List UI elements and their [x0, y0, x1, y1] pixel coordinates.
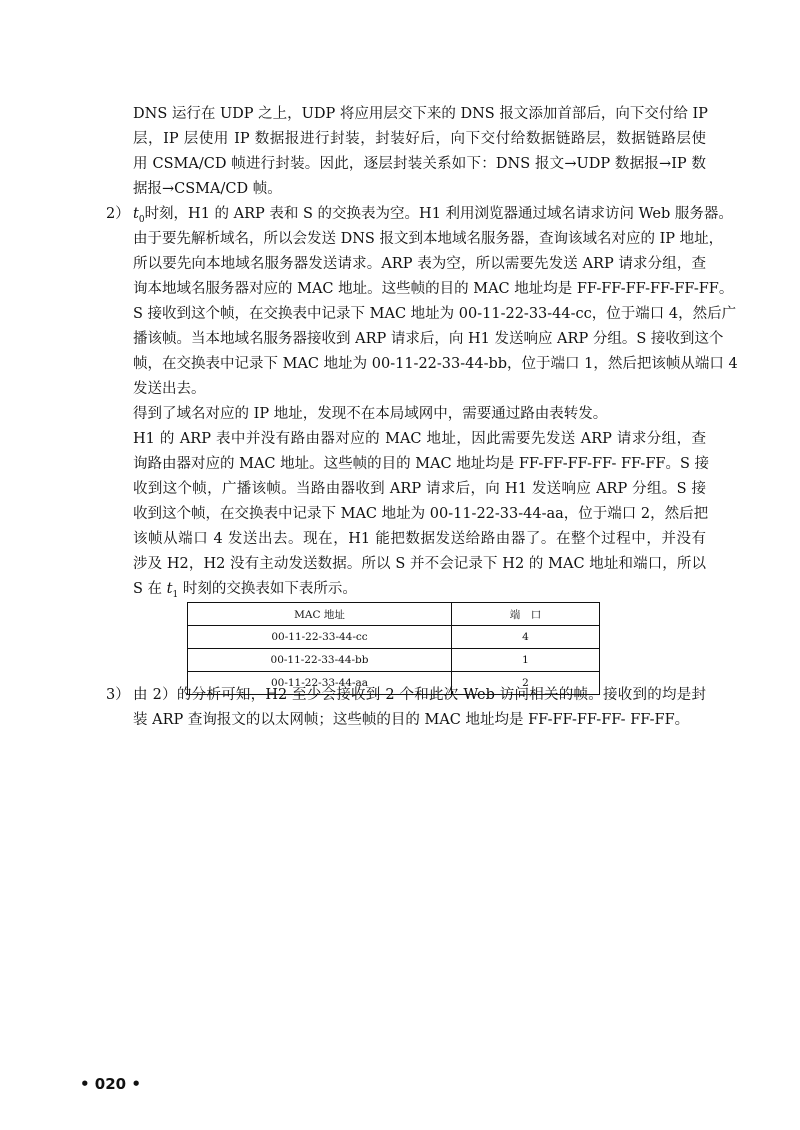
item2-line-1-text: 时刻，H1 的 ARP 表和 S 的交换表为空。H1 利用浏览器通过域名请求访问 Web 服务器。 [144, 206, 733, 222]
cell-port: 1 [452, 649, 600, 672]
item3-number: 3） [106, 687, 130, 703]
header-mac: MAC 地址 [188, 603, 452, 626]
item2-line-15: 涉及 H2，H2 没有主动发送数据。所以 S 并不会记录下 H2 的 MAC 地址和端口，所以 [133, 556, 706, 572]
item2-line-2: 由于要先解析域名，所以会发送 DNS 报文到本地域名服务器，查询该域名对应的 IP 地址， [133, 231, 724, 247]
header-port: 端 口 [452, 603, 600, 626]
item2-line-13: 收到这个帧，在交换表中记录下 MAC 地址为 00-11-22-33-44-aa，位于端口 2，然后把 [133, 506, 709, 522]
item2-line-14: 该帧从端口 4 发送出去。现在，H1 能把数据发送给路由器了。在整个过程中，并没有 [133, 531, 706, 547]
table-row [188, 626, 600, 649]
time-subscript: 0 [138, 214, 145, 225]
cell-mac: 00-11-22-33-44-bb [188, 649, 452, 672]
page-number: • 020 • [80, 1075, 141, 1093]
item2-line-7: 帧，在交换表中记录下 MAC 地址为 00-11-22-33-44-bb，位于端口 1，然后把该帧从端口 4 [133, 356, 738, 372]
item3-line-2: 装 ARP 查询报文的以太网帧；这些帧的目的 MAC 地址均是 FF-FF-FF-FF- FF-FF。 [133, 712, 690, 728]
item2-line-3: 所以要先向本地域名服务器发送请求。ARP 表为空，所以需要先发送 ARP 请求分组，查 [133, 256, 706, 272]
switch-table [187, 602, 600, 695]
intro-line-4: 据报→CSMA/CD 帧。 [133, 181, 282, 197]
cell-mac: 00-11-22-33-44-cc [188, 626, 452, 649]
table-header-row [188, 603, 600, 626]
item2-line-16 [133, 579, 706, 605]
item2-line-12: 收到这个帧，广播该帧。当路由器收到 ARP 请求后，向 H1 发送响应 ARP 分组。S 接 [133, 481, 706, 497]
item2-line-11: 询路由器对应的 MAC 地址。这些帧的目的 MAC 地址均是 FF-FF-FF-FF- FF-FF。S 接 [133, 456, 709, 472]
intro-line-2: 层，IP 层使用 IP 数据报进行封装，封装好后，向下交付给数据链路层，数据链路层使 [133, 131, 706, 147]
cell-port: 2 [452, 672, 600, 695]
intro-line-3: 用 CSMA/CD 帧进行封装。因此，逐层封装关系如下：DNS 报文→UDP 数据报→IP 数 [133, 156, 706, 172]
item2-number: 2） [106, 206, 130, 222]
table-row [188, 649, 600, 672]
item2-line-5: S 接收到这个帧，在交换表中记录下 MAC 地址为 00-11-22-33-44-cc，位于端口 4，然后广 [133, 306, 737, 322]
item3-line-1: 由 2）的分析可知，H2 至少会接收到 2 个和此次 Web 访问相关的帧。接收到的均是封 [133, 687, 706, 703]
cell-port: 4 [452, 626, 600, 649]
item2-line-1 [133, 204, 733, 230]
item2-line-8: 发送出去。 [133, 381, 206, 397]
item2-last-prefix: S 在 [133, 581, 167, 597]
item2-line-9: 得到了域名对应的 IP 地址，发现不在本局域网中，需要通过路由表转发。 [133, 406, 608, 422]
item2-last-suffix: 时刻的交换表如下表所示。 [178, 581, 357, 597]
time-variable: t [166, 581, 173, 597]
item2-line-10: H1 的 ARP 表中并没有路由器对应的 MAC 地址，因此需要先发送 ARP 请求分组，查 [133, 431, 706, 447]
intro-line-1: DNS 运行在 UDP 之上，UDP 将应用层交下来的 DNS 报文添加首部后，向下交付给 IP [133, 106, 708, 122]
item2-line-6: 播该帧。当本地域名服务器接收到 ARP 请求后，向 H1 发送响应 ARP 分组。S 接收到这个 [133, 331, 724, 347]
item2-line-4: 询本地域名服务器对应的 MAC 地址。这些帧的目的 MAC 地址均是 FF-FF-FF-FF-FF-FF。 [133, 281, 734, 297]
time-variable: t [133, 206, 139, 222]
time-subscript: 1 [172, 589, 179, 600]
cell-mac: 00-11-22-33-44-aa [188, 672, 452, 695]
